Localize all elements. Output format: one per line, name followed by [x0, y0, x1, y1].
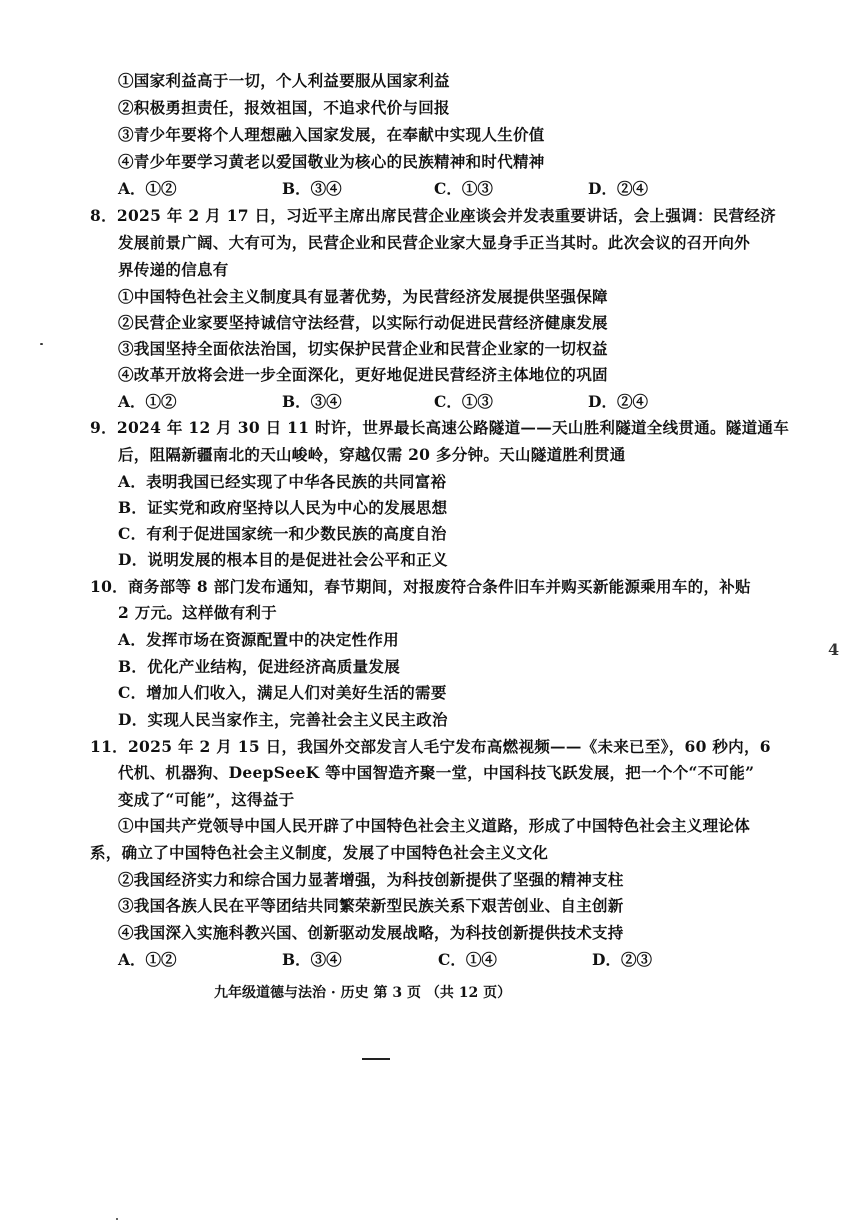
q9-stem-2: 后，阻隔新疆南北的天山峻岭，穿越仅需 20 多分钟。天山隧道胜利贯通: [118, 445, 626, 464]
q10-option-d: D．实现人民当家作主，完善社会主义民主政治: [118, 710, 448, 729]
q8-stem-3: 界传递的信息有: [118, 260, 229, 279]
q9-option-c: C．有利于促进国家统一和少数民族的高度自治: [118, 524, 447, 543]
q11-item-1: ①中国共产党领导中国人民开辟了中国特色社会主义道路，形成了中国特色社会主义理论体: [118, 816, 751, 835]
q11-item-4: ④我国深入实施科教兴国、创新驱动发展战略，为科技创新提供技术支持: [118, 923, 624, 942]
q11-stem-2: 代机、机器狗、DeepSeeK 等中国智造齐聚一堂，中国科技飞跃发展，把一个个“不可能”: [118, 763, 755, 782]
page-footer: 九年级道德与法治 · 历史 第 3 页 （共 12 页）: [214, 985, 512, 1001]
q7-option-c: C．①③: [434, 179, 493, 198]
q8-item-3: ③我国坚持全面依法治国，切实保护民营企业和民营企业家的一切权益: [118, 339, 608, 358]
q11-option-c: C．①④: [438, 950, 497, 969]
q10-option-c: C．增加人们收入，满足人们对美好生活的需要: [118, 683, 447, 702]
q7-option-b: B．③④: [282, 179, 342, 198]
q8-option-d: D．②④: [588, 392, 648, 411]
q8-option-c: C．①③: [434, 392, 493, 411]
q8-stem-2: 发展前景广阔、大有可为，民营企业和民营企业家大显身手正当其时。此次会议的召开向外: [118, 233, 751, 252]
q8-option-a: A．①②: [118, 392, 177, 411]
q8-item-4: ④改革开放将会进一步全面深化，更好地促进民营经济主体地位的巩固: [118, 365, 608, 384]
q10-stem-1: 10．商务部等 8 部门发布通知，春节期间，对报废符合条件旧车并购买新能源乘用车的，补贴: [90, 577, 751, 596]
q11-item-1-cont: 系，确立了中国特色社会主义制度，发展了中国特色社会主义文化: [90, 843, 549, 862]
q11-stem-3: 变成了“可能”，这得益于: [118, 790, 295, 809]
q8-item-1: ①中国特色社会主义制度具有显著优势，为民营经济发展提供坚强保障: [118, 287, 608, 306]
q9-stem-1: 9．2024 年 12 月 30 日 11 时许，世界最长高速公路隧道——天山胜利隧道全线贯通。隧道通车: [90, 418, 790, 437]
q7-option-d: D．②④: [588, 179, 648, 198]
q9-option-b: B．证实党和政府坚持以人民为中心的发展思想: [118, 498, 448, 517]
margin-mark: 4: [828, 640, 840, 659]
q10-option-b: B．优化产业结构，促进经济高质量发展: [118, 657, 401, 676]
q9-option-a: A．表明我国已经实现了中华各民族的共同富裕: [118, 472, 447, 491]
q7-item-4: ④青少年要学习黄老以爱国敬业为核心的民族精神和时代精神: [118, 152, 545, 171]
q8-stem-1: 8．2025 年 2 月 17 日，习近平主席出席民营企业座谈会并发表重要讲话，会上强调：民营经济: [90, 206, 776, 225]
q11-item-3: ③我国各族人民在平等团结共同繁荣新型民族关系下艰苦创业、自主创新: [118, 896, 624, 915]
q8-option-b: B．③④: [282, 392, 342, 411]
scan-speck: [116, 1218, 118, 1220]
q10-stem-2: 2 万元。这样做有利于: [118, 603, 277, 622]
q7-item-2: ②积极勇担责任，报效祖国，不追求代价与回报: [118, 98, 450, 117]
scan-speck: [40, 343, 43, 345]
q9-option-d: D．说明发展的根本目的是促进社会公平和正义: [118, 550, 448, 569]
page-divider: [362, 1058, 390, 1060]
q11-option-b: B．③④: [282, 950, 342, 969]
q11-stem-1: 11．2025 年 2 月 15 日，我国外交部发言人毛宁发布高燃视频——《未来已至》，60 秒内，6: [90, 737, 771, 756]
q7-item-1: ①国家利益高于一切，个人利益要服从国家利益: [118, 71, 450, 90]
q11-option-d: D．②③: [592, 950, 652, 969]
q7-option-a: A．①②: [118, 179, 177, 198]
q11-item-2: ②我国经济实力和综合国力显著增强，为科技创新提供了坚强的精神支柱: [118, 870, 624, 889]
q7-item-3: ③青少年要将个人理想融入国家发展，在奉献中实现人生价值: [118, 125, 545, 144]
q10-option-a: A．发挥市场在资源配置中的决定性作用: [118, 630, 399, 649]
q8-item-2: ②民营企业家要坚持诚信守法经营，以实际行动促进民营经济健康发展: [118, 313, 608, 332]
q11-option-a: A．①②: [118, 950, 177, 969]
